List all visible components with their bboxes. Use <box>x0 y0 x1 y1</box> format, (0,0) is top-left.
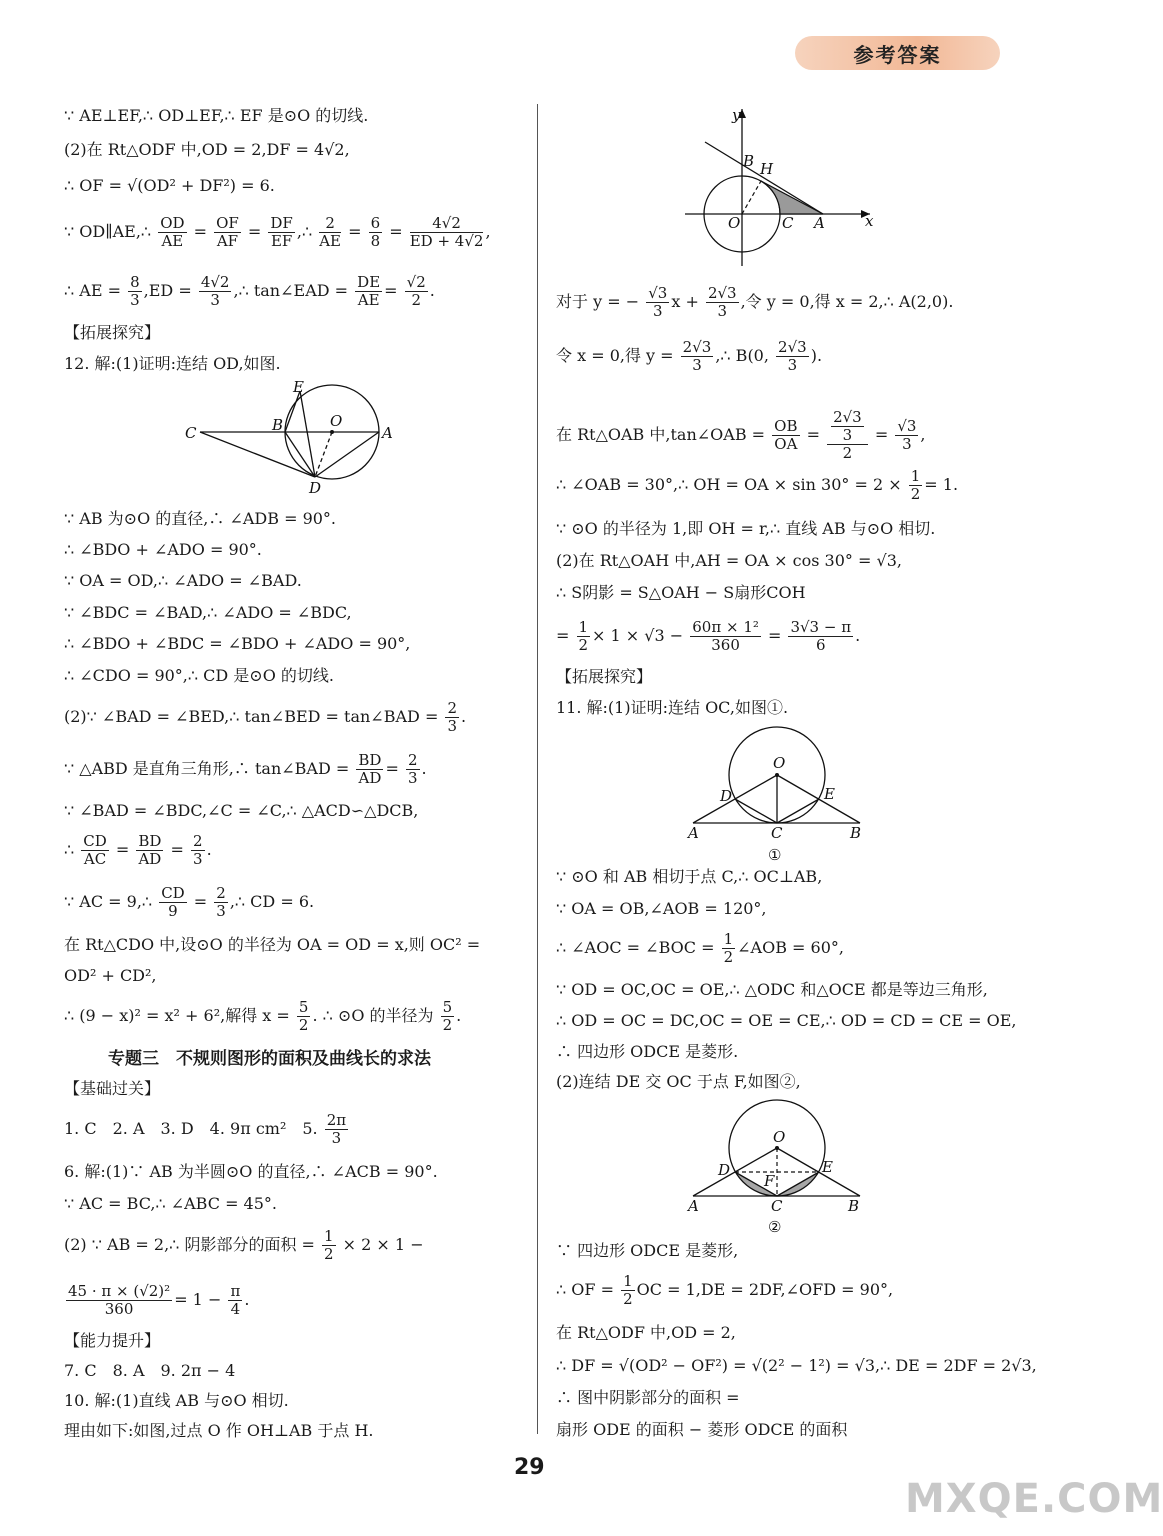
text: ,ED = <box>143 281 192 300</box>
label-y: y <box>732 106 741 124</box>
column-divider <box>537 104 538 1434</box>
text: ∴ ∠AOC = ∠BOC = <box>556 938 715 957</box>
text-line: 在 Rt△CDO 中,设⊙O 的半径为 OA = OD = x,则 OC² = <box>64 935 481 954</box>
text: 对于 y = − <box>556 292 640 311</box>
label-E: E <box>822 1158 833 1176</box>
label-C: C <box>771 824 783 842</box>
equation-line <box>556 929 844 967</box>
text: ). <box>810 346 823 365</box>
fraction: $\frac{4√2}{3}$ <box>200 273 230 309</box>
text-line: 理由如下:如图,过点 O 作 OH⊥AB 于点 H. <box>64 1421 374 1440</box>
text: = 1 − <box>174 1290 222 1309</box>
text-line: ∵ ⊙O 和 AB 相切于点 C,∴ OC⊥AB, <box>556 867 823 886</box>
text-line: 12. 解:(1)证明:连结 OD,如图. <box>64 354 281 373</box>
text: = <box>385 759 399 778</box>
equation-line: $\frac{\text{45 · π × (√2)²}}{360}$ = 1 − $\frac{\pi}{4}$ . <box>68 1282 250 1318</box>
text: ∴ <box>64 840 75 859</box>
text: 令 x = 0,得 y = <box>556 346 674 365</box>
fraction: $\frac{CD}{AC}$ <box>83 832 107 868</box>
text: ∴ AE = <box>64 281 121 300</box>
text-line: ∵ OA = OD,∴ ∠ADO = ∠BAD. <box>64 571 302 590</box>
label-D: D <box>309 479 322 497</box>
fraction: $\frac{8}{3}$ <box>130 273 140 309</box>
text-line: ∴ OD = OC = DC,OC = OE = CE,∴ OD = CD = CE = OE, <box>556 1011 1017 1030</box>
fraction: $\frac{CD}{9}$ <box>161 884 185 920</box>
figure-rhombus-2 <box>680 1100 870 1240</box>
header-badge <box>795 36 1000 70</box>
fraction: $\frac{2√3}{3}$ <box>778 338 807 374</box>
label-A: A <box>688 824 699 842</box>
text-line: 10. 解:(1)直线 AB 与⊙O 相切. <box>64 1391 289 1410</box>
text: OC = 1,DE = 2DF,∠OFD = 90°, <box>636 1280 894 1299</box>
fraction: $\frac{1}{2}$ <box>324 1227 334 1263</box>
fraction: $\frac{2}{3}$ <box>407 751 418 787</box>
fraction: $\frac{5}{2}$ <box>442 998 453 1034</box>
text: ∵ AC = 9,∴ <box>64 892 153 911</box>
fraction: $\frac{\text{60π × 1²}}{360}$ <box>692 618 759 654</box>
figure-rhombus-1 <box>680 726 870 866</box>
fraction: $\frac{√2}{2}$ <box>406 273 426 309</box>
text-line: ∵ OD = OC,OC = OE,∴ △ODC 和△OCE 都是等边三角形, <box>556 980 988 999</box>
fraction: $\frac{4√2}{ED + 4√2}$ <box>409 214 484 250</box>
text: ,∴ B(0, <box>715 346 769 365</box>
fraction: $\frac{2}{AE}$ <box>319 214 342 250</box>
fraction: $\frac{OD}{AE}$ <box>160 214 185 250</box>
fraction: $\frac{3√3 - \pi}{6}$ <box>790 618 852 654</box>
text: ∴ (9 − x)² = x² + 6²,解得 x = <box>64 1006 290 1025</box>
label-O: O <box>773 754 786 772</box>
text-line: OD² + CD², <box>64 966 157 985</box>
text-line: ∵ AE⊥EF,∴ OD⊥EF,∴ EF 是⊙O 的切线. <box>64 106 369 125</box>
label-C: C <box>771 1197 783 1215</box>
label-E: E <box>824 785 835 803</box>
text: ∵ OD∥AE,∴ <box>64 222 152 241</box>
text-line: (2)在 Rt△OAH 中,AH = OA × cos 30° = √3, <box>556 551 902 570</box>
label-A: A <box>382 424 393 442</box>
fraction: $\frac{1}{2}$ <box>578 618 589 654</box>
text: = 1. <box>924 475 959 494</box>
text: ,∴ tan∠EAD = <box>233 281 349 300</box>
text-line: ∵ ∠BAD = ∠BDC,∠C = ∠C,∴ △ACD∽△DCB, <box>64 801 419 820</box>
label-B: B <box>848 1197 860 1215</box>
fraction: $\frac{DF}{EF}$ <box>270 214 293 250</box>
text-line: ∴ S阴影 = S△OAH − S扇形COH <box>556 583 806 602</box>
figure-coordinate-tangent <box>680 104 880 269</box>
text-line: ∴ ∠BDO + ∠BDC = ∠BDO + ∠ADO = 90°, <box>64 634 411 653</box>
text-line: ∵ 四边形 ODCE 是菱形, <box>556 1241 739 1260</box>
label-A: A <box>688 1197 699 1215</box>
equation-line: 在 Rt△OAB 中,tan∠OAB = $\frac{OB}{OA}$ = $\frac{\frac{2√3}{3}}{2}$ = $\frac{√3}{3}$ , <box>556 408 926 462</box>
section-label: 【拓展探究】 <box>556 667 653 686</box>
equation-line: ∴ (9 − x)² = x² + 6²,解得 x = $\frac{5}{2}$ . ∴ ⊙O 的半径为 $\frac{5}{2}$ . <box>64 998 462 1034</box>
text: ∠AOB = 60°, <box>737 938 844 957</box>
label-A: A <box>814 214 825 232</box>
fraction: $\frac{DE}{AE}$ <box>357 273 381 309</box>
text-line: ∴ 图中阴影部分的面积 = <box>556 1388 740 1407</box>
equation-line: (2)∵ ∠BAD = ∠BED,∴ tan∠BED = tan∠BAD = $\frac{2}{3}$ . <box>64 699 467 735</box>
label-D: D <box>720 787 733 805</box>
label-x: x <box>865 212 874 230</box>
text-line: ∵ ∠BDC = ∠BAD,∴ ∠ADO = ∠BDC, <box>64 603 352 622</box>
equation-line: ∴ $\frac{CD}{AC}$ = $\frac{BD}{AD}$ = $\frac{2}{3}$ . <box>64 832 212 868</box>
label-B: B <box>743 152 755 170</box>
figure-circle-tangent <box>180 376 400 496</box>
equation-line <box>64 1226 424 1264</box>
equation-line: ∵ OD∥AE,∴ $\frac{OD}{AE}$ = $\frac{OF}{AF}$ = $\frac{DF}{EF}$ ,∴ $\frac{2}{AE}$ = $\frac{6}{8}$ = $\frac{4√2}{ED + 4√2}$ , <box>64 214 491 250</box>
fraction: $\frac{\pi}{4}$ <box>230 1282 241 1318</box>
text: 1. C 2. A 3. D 4. 9π cm² 5. <box>64 1119 318 1138</box>
fraction: $\frac{2}{3}$ <box>216 884 226 920</box>
label-F: F <box>764 1172 775 1190</box>
section-title: 专题三 不规则图形的面积及曲线长的求法 <box>108 1049 431 1069</box>
equation-line <box>556 1271 893 1309</box>
text-line: ∴ OF = √(OD² + DF²) = 6. <box>64 176 275 195</box>
section-label: 【拓展探究】 <box>64 323 161 342</box>
fraction: $\frac{2√3}{3}$ <box>682 338 712 374</box>
fraction: $\frac{1}{2}$ <box>723 930 734 966</box>
label-B: B <box>850 824 862 842</box>
text-line: 在 Rt△ODF 中,OD = 2, <box>556 1323 736 1342</box>
equation-line <box>556 337 822 375</box>
text-line: ∴ ∠BDO + ∠ADO = 90°. <box>64 540 262 559</box>
fraction: $\frac{OB}{OA}$ <box>774 417 798 453</box>
text-line: ∴ ∠CDO = 90°,∴ CD 是⊙O 的切线. <box>64 666 335 685</box>
fraction: $\frac{√3}{3}$ <box>648 284 668 320</box>
text: = <box>384 281 398 300</box>
page-number: 29 <box>514 1455 545 1480</box>
equation-line <box>556 283 953 321</box>
label-O: O <box>728 214 741 232</box>
fraction: $\frac{OF}{AF}$ <box>216 214 239 250</box>
text-line: ∴ 四边形 ODCE 是菱形. <box>556 1042 739 1061</box>
label-C: C <box>185 424 197 442</box>
text-line: ∵ OA = OB,∠AOB = 120°, <box>556 899 767 918</box>
text: (2)∵ ∠BAD = ∠BED,∴ tan∠BED = tan∠BAD = <box>64 707 439 726</box>
fraction: $\frac{1}{2}$ <box>623 1272 633 1308</box>
text: x + <box>671 292 699 311</box>
fraction: $\frac{2\pi}{3}$ <box>326 1111 347 1147</box>
fraction: $\frac{1}{2}$ <box>910 467 921 503</box>
figure-label: ② <box>768 1218 782 1236</box>
text-line: (2)连结 DE 交 OC 于点 F,如图②, <box>556 1072 801 1091</box>
text-line: 扇形 ODE 的面积 − 菱形 ODCE 的面积 <box>556 1420 848 1439</box>
fraction: $\frac{6}{8}$ <box>370 214 381 250</box>
header-badge-text: 参考答案 <box>853 42 942 67</box>
section-label: 【基础过关】 <box>64 1079 161 1098</box>
fraction: $\frac{\text{45 · π × (√2)²}}{360}$ <box>68 1282 171 1318</box>
fraction: $\frac{2}{3}$ <box>193 832 203 868</box>
label-E: E <box>293 378 304 396</box>
text: ∴ ∠OAB = 30°,∴ OH = OA × sin 30° = 2 × <box>556 475 902 494</box>
text: ,∴ CD = 6. <box>229 892 315 911</box>
text-line: 11. 解:(1)证明:连结 OC,如图①. <box>556 698 789 717</box>
text-line: ∵ ⊙O 的半径为 1,即 OH = r,∴ 直线 AB 与⊙O 相切. <box>556 519 936 538</box>
equation-line: ∵ △ABD 是直角三角形,∴ tan∠BAD = $\frac{BD}{AD}$ = $\frac{2}{3}$ . <box>64 751 427 787</box>
equation-line: ∴ AE = $\frac{8}{3}$ ,ED = $\frac{4√2}{3}$ ,∴ tan∠EAD = $\frac{DE}{AE}$ = $\frac{√2}{2}$ . <box>64 273 435 309</box>
equation-line <box>556 466 958 504</box>
text: 在 Rt△OAB 中,tan∠OAB = <box>556 425 766 444</box>
text: ,令 y = 0,得 x = 2,∴ A(2,0). <box>740 292 954 311</box>
label-D: D <box>718 1161 731 1179</box>
text: × 2 × 1 − <box>342 1235 424 1254</box>
text: . ∴ ⊙O 的半径为 <box>312 1006 434 1025</box>
compound-fraction: $\frac{\frac{2√3}{3}}{2}$ <box>827 409 868 462</box>
section-label: 【能力提升】 <box>64 1331 161 1350</box>
fraction: $\frac{√3}{3}$ <box>897 417 917 453</box>
answer-line <box>64 1110 350 1148</box>
label-C: C <box>782 214 794 232</box>
fraction: $\frac{5}{2}$ <box>298 998 309 1034</box>
text: (2) ∵ AB = 2,∴ 阴影部分的面积 = <box>64 1235 315 1254</box>
label-B: B <box>272 416 284 434</box>
fraction: $\frac{2}{3}$ <box>447 699 457 735</box>
fraction: $\frac{BD}{AD}$ <box>138 832 162 868</box>
equation-line: = $\frac{1}{2}$ × 1 × √3 − $\frac{\text{60π × 1²}}{360}$ = $\frac{3√3 - \pi}{6}$ . <box>556 618 861 654</box>
figure-label: ① <box>768 846 782 864</box>
text: × 1 × √3 − <box>592 626 684 645</box>
text-line: 6. 解:(1)∵ AB 为半圆⊙O 的直径,∴ ∠ACB = 90°. <box>64 1162 438 1181</box>
text-line: (2)在 Rt△ODF 中,OD = 2,DF = 4√2, <box>64 140 350 159</box>
text-line: ∵ AB 为⊙O 的直径,∴ ∠ADB = 90°. <box>64 509 337 528</box>
fraction: $\frac{BD}{AD}$ <box>358 751 382 787</box>
text: ∵ △ABD 是直角三角形,∴ tan∠BAD = <box>64 759 350 778</box>
answer-line: 7. C 8. A 9. 2π − 4 <box>64 1361 236 1380</box>
text-line: ∵ AC = BC,∴ ∠ABC = 45°. <box>64 1194 277 1213</box>
equation-line: ∵ AC = 9,∴ $\frac{CD}{9}$ = $\frac{2}{3}$ ,∴ CD = 6. <box>64 884 315 920</box>
label-O: O <box>330 412 343 430</box>
label-H: H <box>760 160 774 178</box>
watermark: MXQE.COM <box>905 1476 1163 1522</box>
text-line: ∴ DF = √(OD² − OF²) = √(2² − 1²) = √3,∴ DE = 2DF = 2√3, <box>556 1356 1037 1375</box>
label-O: O <box>773 1128 786 1146</box>
text: ∴ OF = <box>556 1280 614 1299</box>
fraction: $\frac{2√3}{3}$ <box>707 284 737 320</box>
text: ∴ <box>301 222 313 241</box>
